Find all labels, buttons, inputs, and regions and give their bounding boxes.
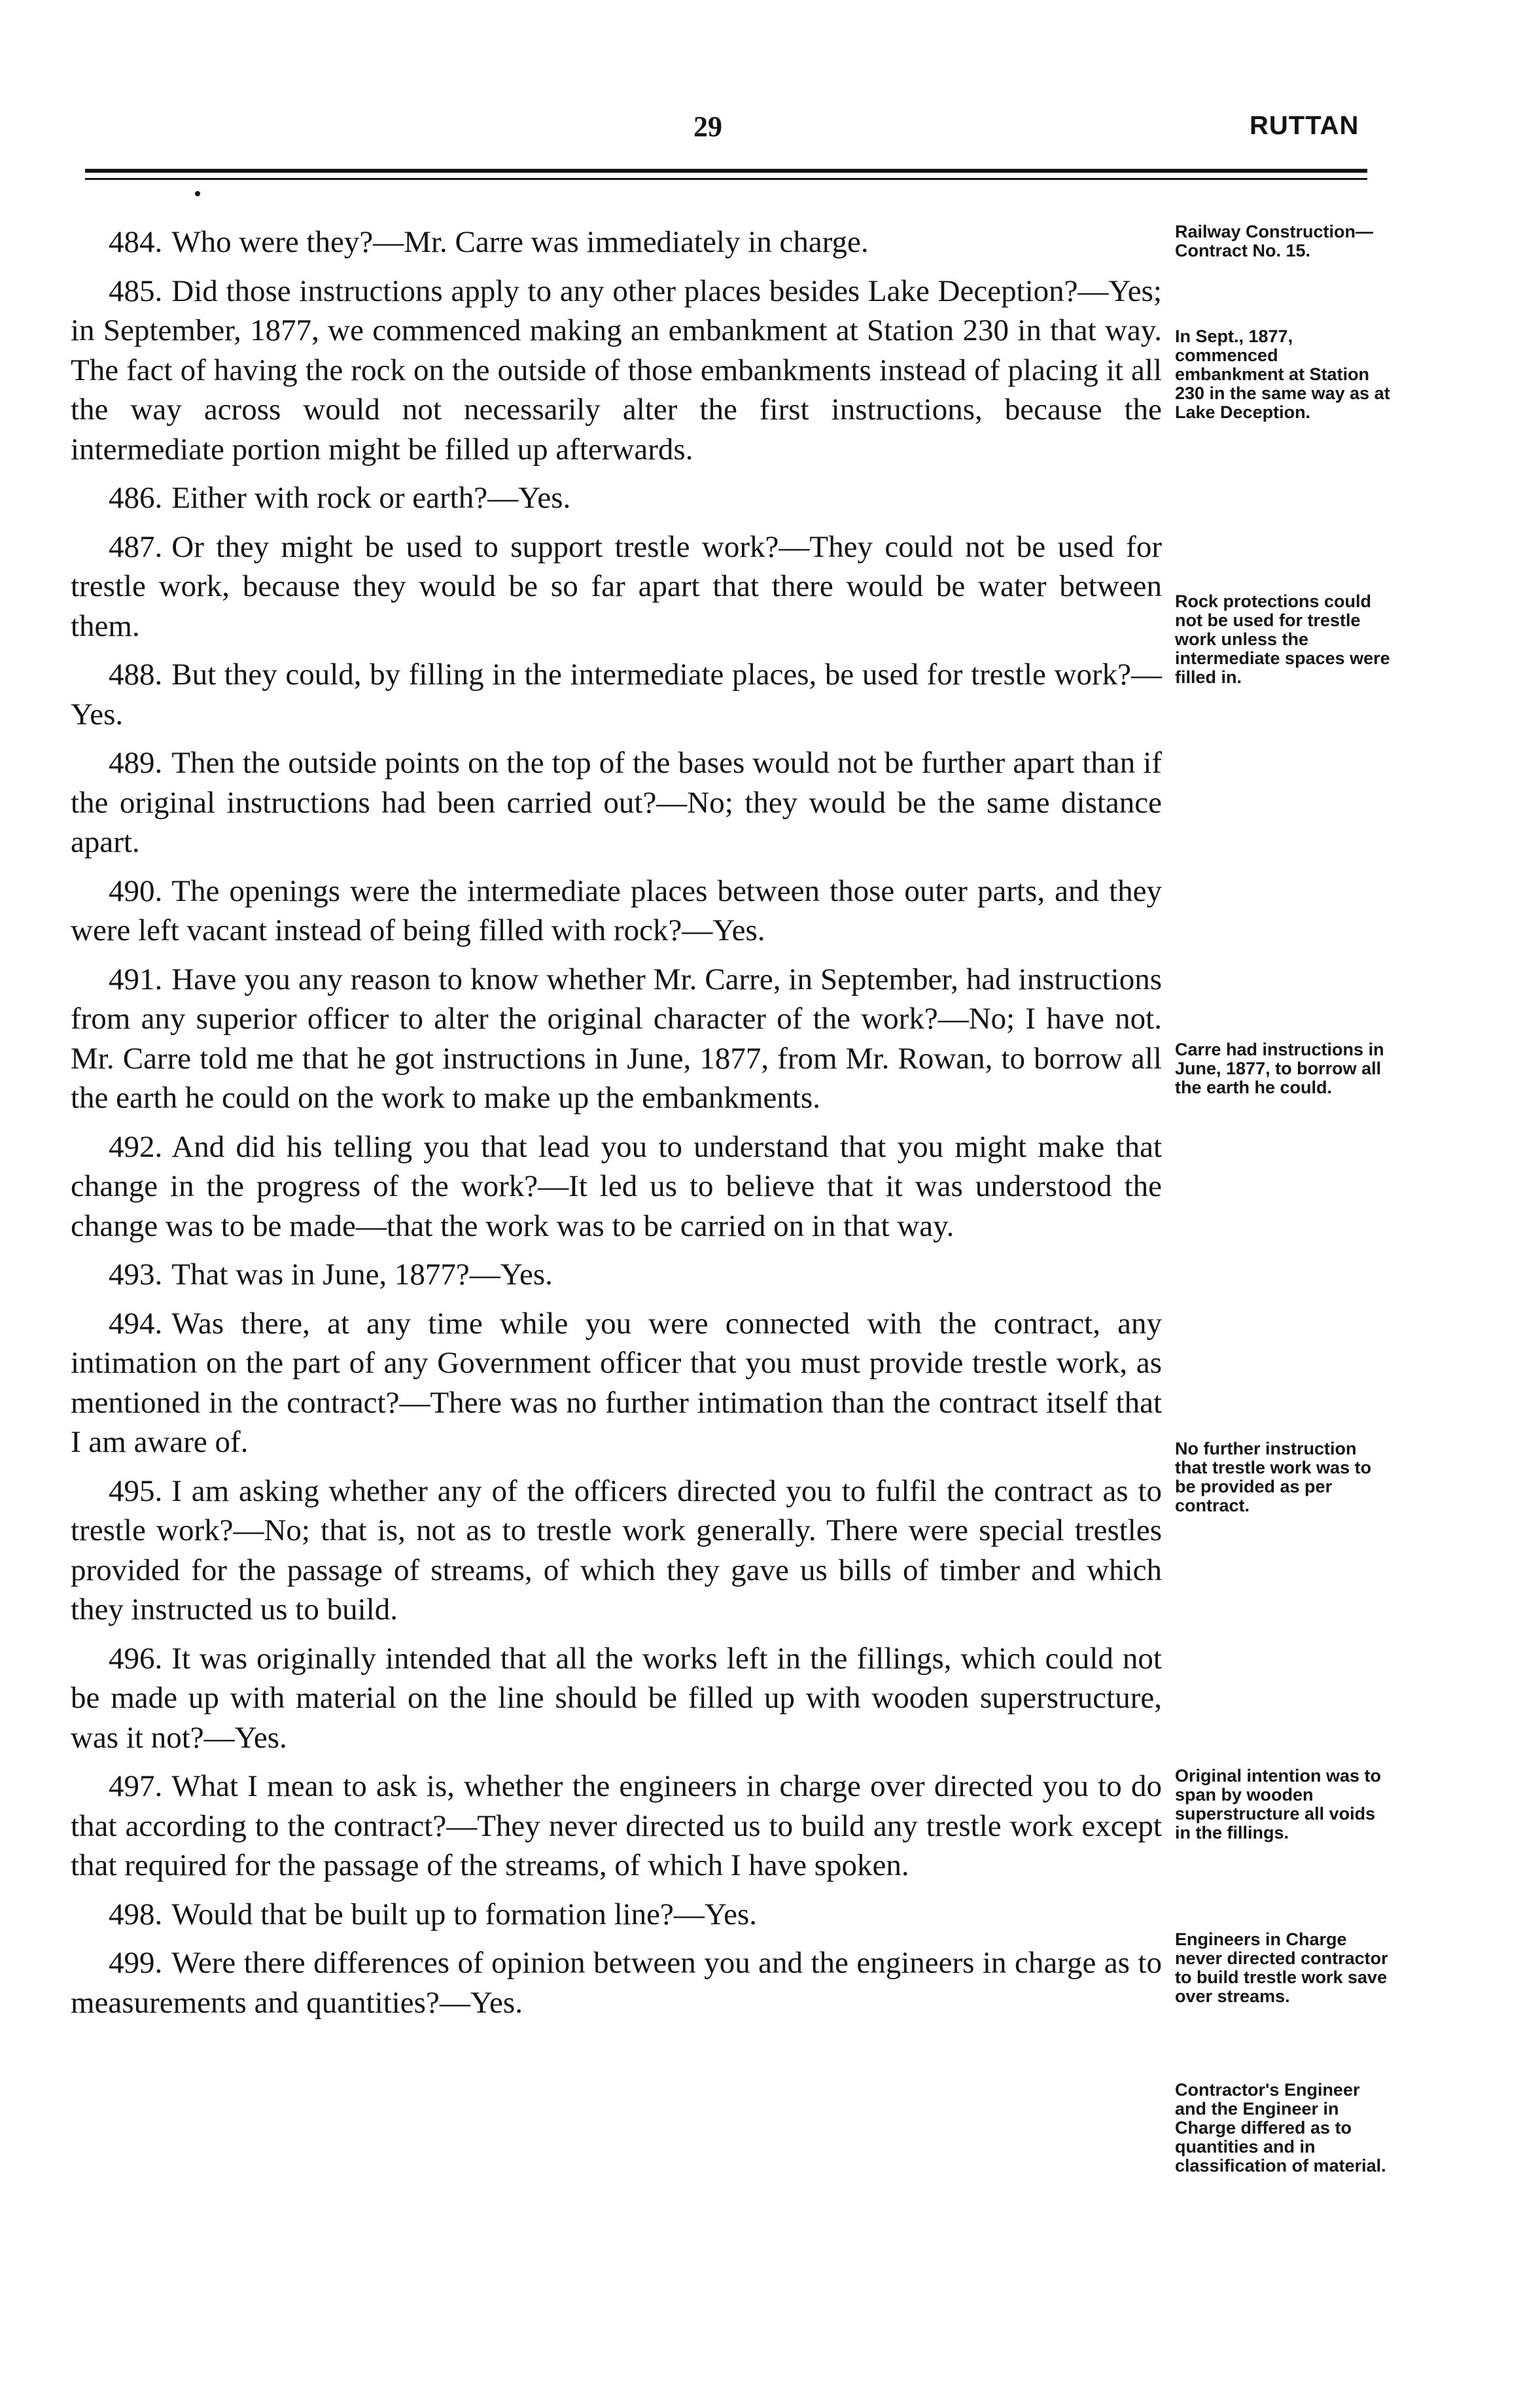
question-text: That was in June, 1877?—Yes. [171, 1258, 553, 1292]
margin-note-station-230: In Sept., 1877, commenced embankment at Station 230 in the same way as at Lake Deception. [1175, 326, 1390, 422]
question-number: 493. [109, 1258, 163, 1292]
header-rule-thin [85, 178, 1367, 180]
paragraph-486 [71, 478, 1162, 518]
question-text: Was there, at any time while you were connected with the contract, any intimation on the part of any Government officer that you must provide trestle work, as mentioned in the contract?—There was no further intimation than the contract itself that I am aware of. [71, 1306, 1162, 1459]
paragraph-498 [71, 1895, 1162, 1935]
question-number: 495. [109, 1473, 163, 1508]
question-text: Either with rock or earth?—Yes. [171, 481, 571, 515]
question-text: What I mean to ask is, whether the engineers in charge over directed you to do that according to the contract?—They never directed us to build any trestle work except that required for the passage of the streams, of which I have spoken. [71, 1769, 1162, 1882]
question-text: But they could, by filling in the intermediate places, be used for trestle work?—Yes. [71, 658, 1162, 731]
paragraph-496 [71, 1639, 1162, 1758]
question-text: Then the outside points on the top of the bases would not be further apart than if the original instructions had been carried out?—No; they would be the same distance apart. [71, 746, 1162, 859]
paragraph-487 [71, 527, 1162, 646]
question-text: It was originally intended that all the works left in the fillings, which could not be made up with material on the line should be filled up with wooden superstructure, was it not?—Yes. [71, 1641, 1162, 1755]
paragraph-495 [71, 1471, 1162, 1630]
question-text: Did those instructions apply to any other places besides Lake Deception?—Yes; in September, 1877, we commenced making an embankment at Station 230 in that way. The fact of having the rock on the outside of those embankments instead of placing it all the way across would not necessarily alter the first instructions, because the intermediate portion might be filled up afterwards. [71, 273, 1162, 467]
margin-note-no-further-instruction: No further instruction that trestle work was to be provided as per contract. [1175, 1439, 1372, 1515]
paragraph-494 [71, 1304, 1162, 1462]
question-number: 498. [109, 1897, 163, 1931]
margin-note-engineers-never-directed: Engineers in Charge never directed contractor to build trestle work save over streams. [1175, 1929, 1388, 2006]
paragraph-497 [71, 1767, 1162, 1886]
question-number: 486. [109, 481, 163, 515]
paragraph-488 [71, 655, 1162, 734]
question-number: 496. [109, 1641, 163, 1676]
question-number: 491. [109, 962, 163, 996]
running-head: RUTTAN [1250, 111, 1359, 140]
paragraph-490 [71, 872, 1162, 951]
paragraph-491 [71, 960, 1162, 1118]
question-text: Would that be built up to formation line?—Yes. [171, 1897, 758, 1931]
paragraph-489 [71, 743, 1162, 862]
question-number: 487. [109, 529, 163, 564]
header-rule-thick [85, 169, 1367, 173]
question-number: 492. [109, 1129, 163, 1164]
paragraph-485 [71, 272, 1162, 470]
margin-note-contract: Railway Construction—Contract No. 15. [1175, 222, 1374, 260]
question-text: The openings were the intermediate places between those outer parts, and they were left vacant instead of being filled with rock?—Yes. [71, 873, 1162, 947]
question-text: And did his telling you that lead you to understand that you might make that change in the progress of the work?—It led us to believe that it was understood the change was to be made—that the work was to be carried on in that way. [71, 1129, 1162, 1243]
paragraph-499 [71, 1943, 1162, 2022]
question-text: Or they might be used to support trestle work?—They could not be used for trestle work, because they would be so far apart that there would be water between them. [71, 529, 1162, 643]
margin-note-carre-instructions: Carre had instructions in June, 1877, to borrow all the earth he could. [1175, 1040, 1384, 1097]
question-number: 485. [109, 273, 163, 308]
margin-note-differences: Contractor's Engineer and the Engineer in Charge differed as to quantities and in classification of material. [1175, 2080, 1386, 2176]
question-number: 489. [109, 746, 163, 780]
paragraph-484 [71, 222, 1162, 262]
question-text: Were there differences of opinion between you and the engineers in charge as to measurements and quantities?—Yes. [71, 1946, 1162, 2020]
question-text: Who were they?—Mr. Carre was immediately in charge. [171, 225, 869, 259]
testimony-body [71, 222, 1162, 2032]
question-number: 499. [109, 1946, 163, 1980]
page-number: 29 [693, 111, 722, 143]
paragraph-492 [71, 1127, 1162, 1246]
question-text: Have you any reason to know whether Mr. Carre, in September, had instructions from any superior officer to alter the original character of the work?—No; I have not. Mr. Carre told me that he got instructions in June, 1877, from Mr. Rowan, to borrow all the earth he could on the work to make up the embankments. [71, 962, 1162, 1115]
question-text: I am asking whether any of the officers directed you to fulfil the contract as to trestle work?—No; that is, not as to trestle work generally. There were special trestles provided for the passage of streams, of which they gave us bills of timber and which they instructed us to build. [71, 1473, 1162, 1627]
header-rule-dot [195, 191, 200, 196]
question-number: 484. [109, 225, 163, 259]
margin-note-rock-protections: Rock protections could not be used for trestle work unless the intermediate spaces were filled in. [1175, 591, 1390, 687]
question-number: 490. [109, 873, 163, 908]
question-number: 497. [109, 1769, 163, 1803]
question-number: 494. [109, 1306, 163, 1341]
margin-note-original-intention: Original intention was to span by wooden superstructure all voids in the fillings. [1175, 1766, 1382, 1842]
paragraph-493 [71, 1255, 1162, 1295]
question-number: 488. [109, 658, 163, 692]
